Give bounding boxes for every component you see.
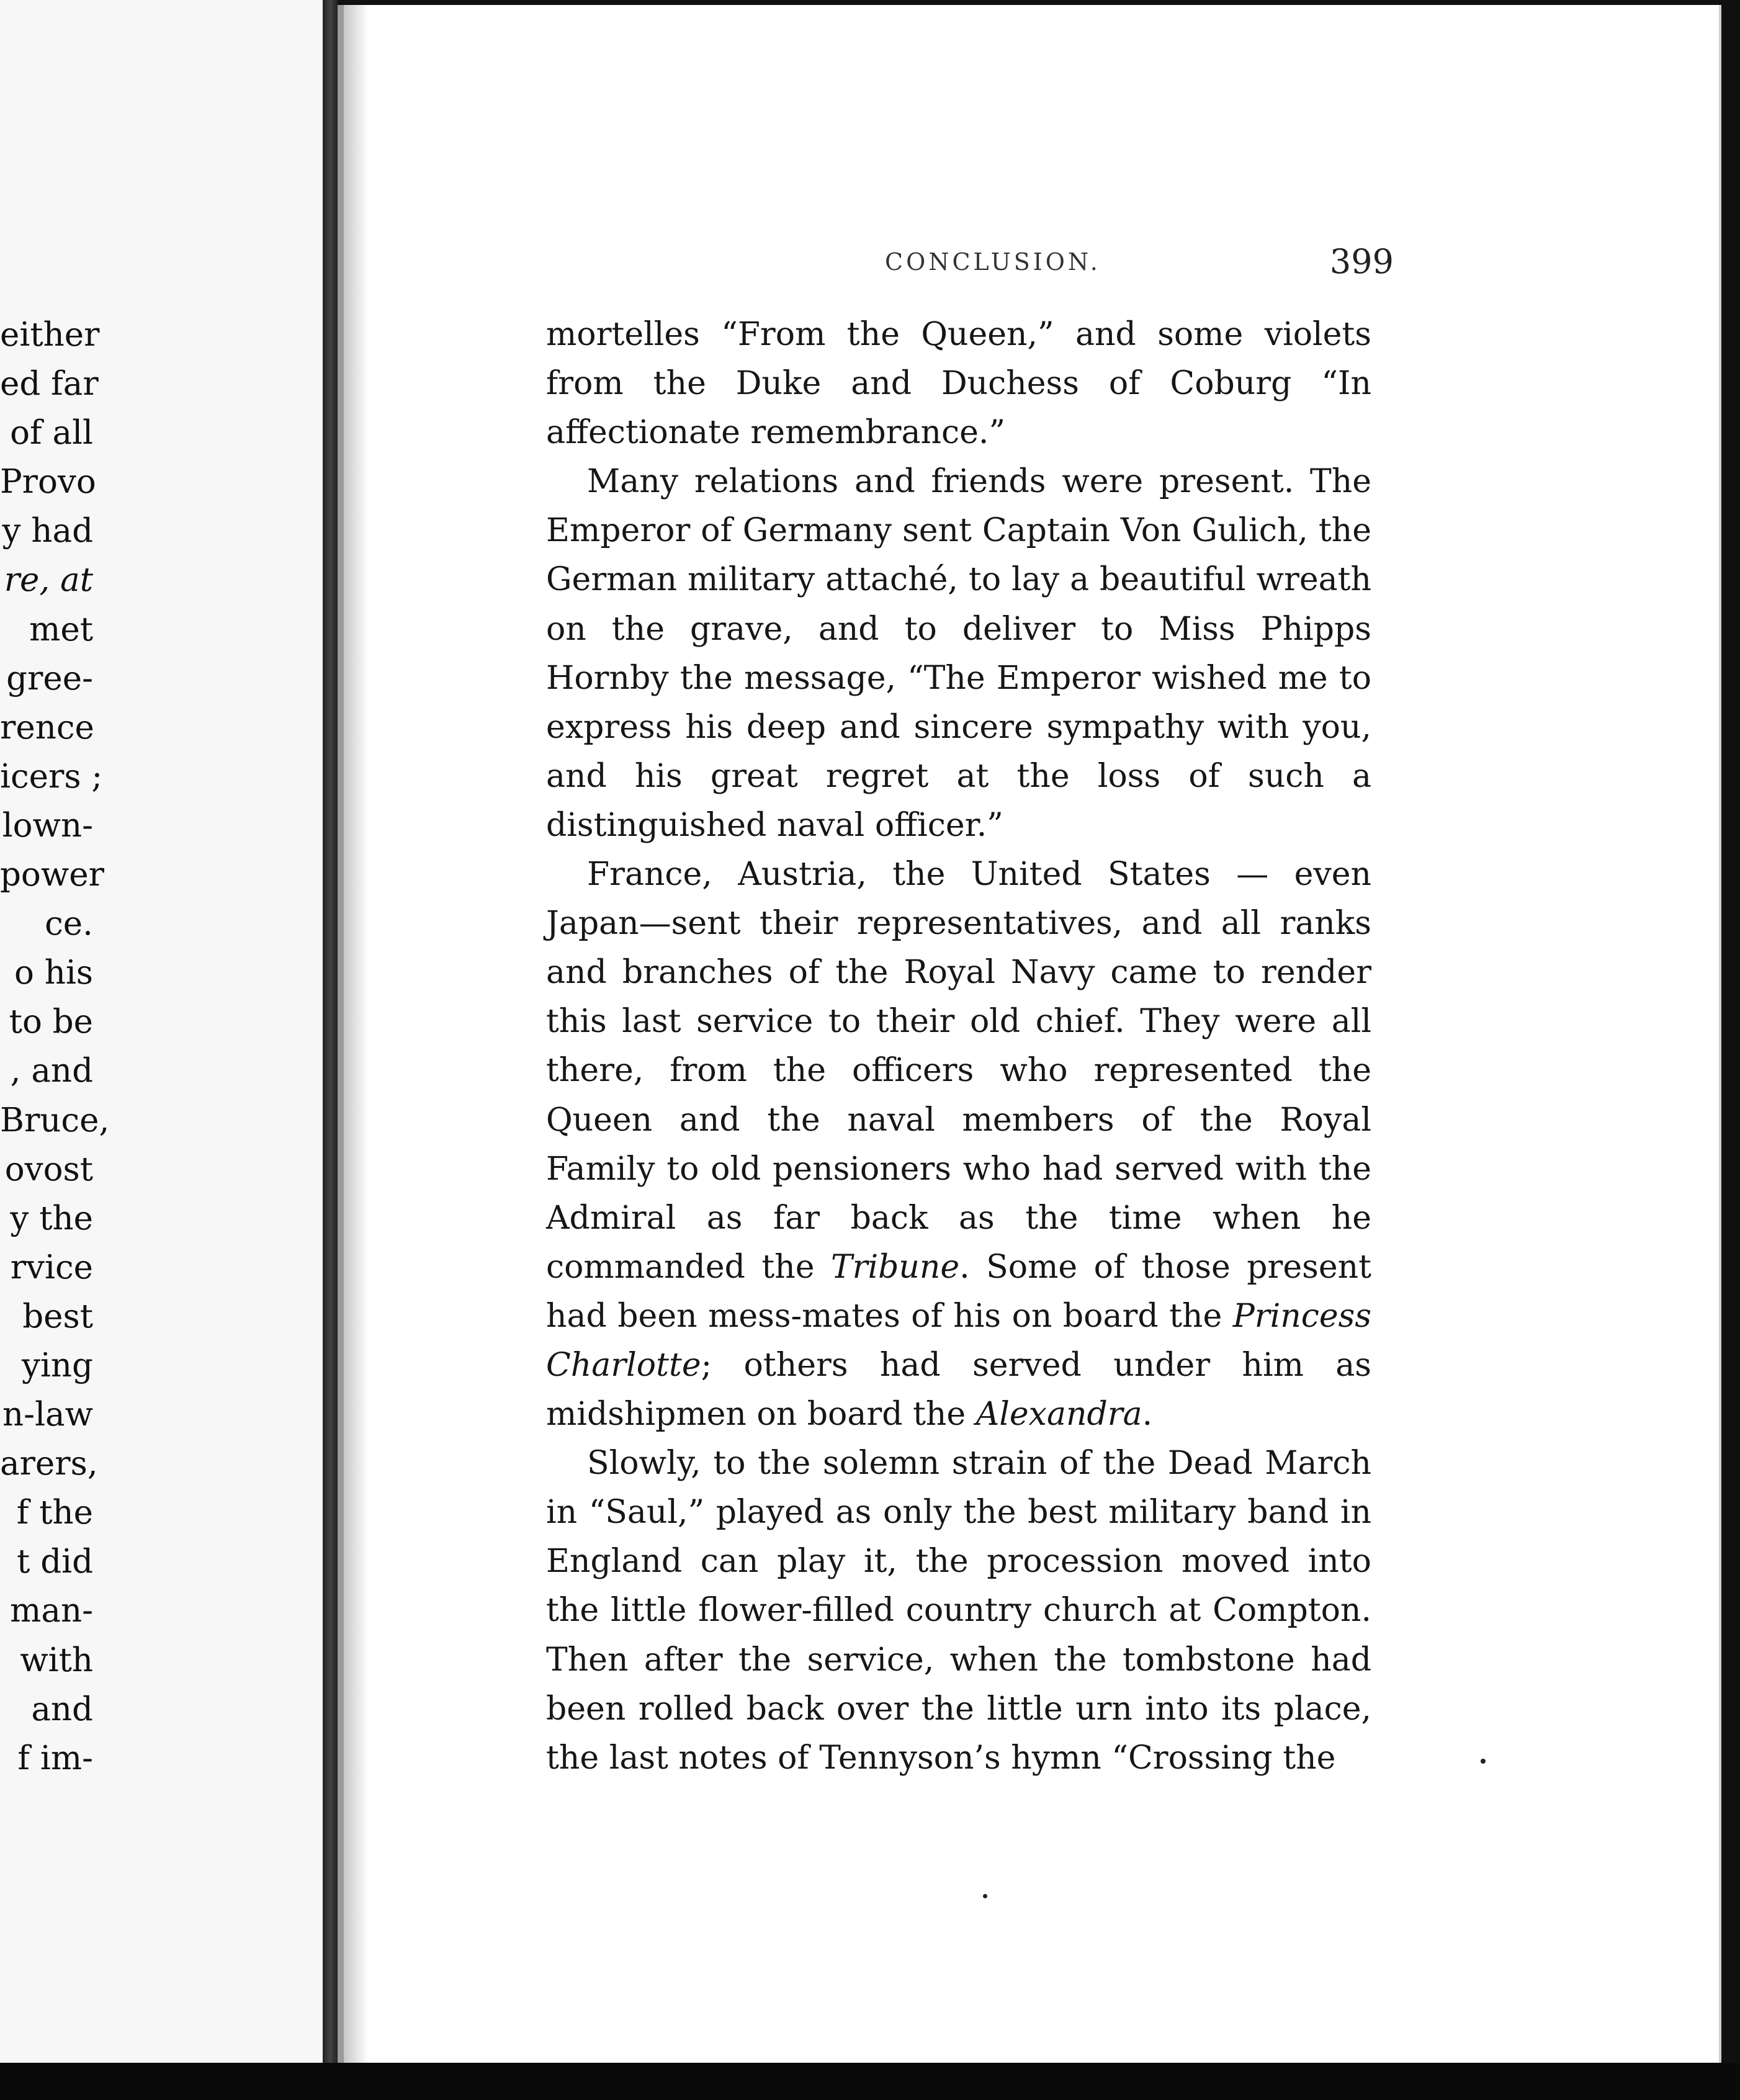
text-run: . Some of those present had been mess-mates of his on board the xyxy=(546,1248,1371,1335)
left-line: met xyxy=(29,610,93,648)
left-line: either xyxy=(0,316,100,354)
scan-speck xyxy=(1481,1759,1486,1764)
text-run: Slowly, to the solemn strain of the Dead March in “Saul,” played as only the best military band in England can play it, the procession moved into the little flower-filled country church at Compton. Then after the service, when the tombstone had been rolled back over the little urn into its place, the last notes of Tennyson’s hymn “Crossing the xyxy=(546,1445,1371,1777)
left-line: to be xyxy=(9,1003,93,1041)
left-line: y the xyxy=(10,1199,93,1237)
left-line: man- xyxy=(10,1592,93,1630)
ship-name: Tribune xyxy=(830,1248,960,1286)
left-line: ed far xyxy=(0,365,99,403)
text-run: Many relations and friends were present. The Emperor of Germany sent Captain Von Gulich, the German military attaché, to lay a beautiful wreath on the grave, and to deliver to Miss Phipps Hornby the message, “The Emperor wished me to express his deep and sincere sympathy with you, and his great regret at the loss of such a distinguished naval officer.” xyxy=(546,463,1371,844)
text-run: mortelles “From the Queen,” and some violets from the Duke and Duchess of Coburg “In affectionate remembrance.” xyxy=(546,316,1371,452)
left-line: ce. xyxy=(45,905,93,943)
running-title: CONCLUSION. xyxy=(885,248,1101,276)
left-line: rvice xyxy=(10,1248,93,1286)
left-line: , and xyxy=(10,1052,93,1090)
left-line: ying xyxy=(22,1346,93,1384)
left-line: t did xyxy=(17,1543,93,1581)
page-header xyxy=(544,242,1412,285)
left-line: ovost xyxy=(4,1150,93,1188)
paragraph xyxy=(546,310,1371,457)
left-page-text-fragments xyxy=(0,310,110,1783)
left-line: rence xyxy=(0,708,94,747)
left-line: lown- xyxy=(2,806,93,845)
left-line: f im- xyxy=(17,1739,93,1777)
left-line: and xyxy=(31,1690,93,1728)
left-line: re, at xyxy=(4,561,93,599)
scan-border-right xyxy=(1721,0,1740,2100)
left-line: f the xyxy=(16,1494,93,1532)
paragraph xyxy=(546,457,1371,850)
left-line: Bruce, xyxy=(0,1101,110,1139)
left-line: icers ; xyxy=(0,757,103,796)
left-line: of all xyxy=(10,414,93,452)
left-page xyxy=(0,0,323,2063)
left-line: arers, xyxy=(0,1445,98,1483)
left-line: o his xyxy=(14,954,93,992)
left-line: y had xyxy=(2,512,93,550)
paragraph xyxy=(546,850,1371,1439)
left-line: gree- xyxy=(6,659,93,698)
ship-name: Alexandra xyxy=(975,1396,1142,1434)
text-run: ; others had served under him as midshipmen on board the xyxy=(546,1346,1371,1434)
left-line: n-law xyxy=(2,1396,93,1434)
page-number: 399 xyxy=(1329,242,1394,281)
book-gutter xyxy=(323,0,338,2063)
text-run: . xyxy=(1142,1396,1153,1434)
left-line: with xyxy=(20,1641,93,1679)
scan-border-bottom xyxy=(0,2063,1740,2100)
ship-name: Princess Charlotte xyxy=(546,1297,1371,1384)
paragraph xyxy=(546,1439,1371,1783)
scan-speck xyxy=(983,1894,987,1898)
left-line: best xyxy=(22,1297,93,1335)
binding-shadow xyxy=(344,5,369,2063)
left-line: Provo xyxy=(0,463,96,501)
body-text xyxy=(546,310,1371,1783)
text-run: France, Austria, the United States — even Japan—sent their representatives, and all ranks and branches of the Royal Navy came to render this last service to their old chief. They were all there, from the officers who represented the Queen and the naval members of the Royal Family to old pensioners who had served with the Admiral as far back as the time when he commanded the xyxy=(546,856,1371,1286)
left-line: power xyxy=(0,856,104,894)
